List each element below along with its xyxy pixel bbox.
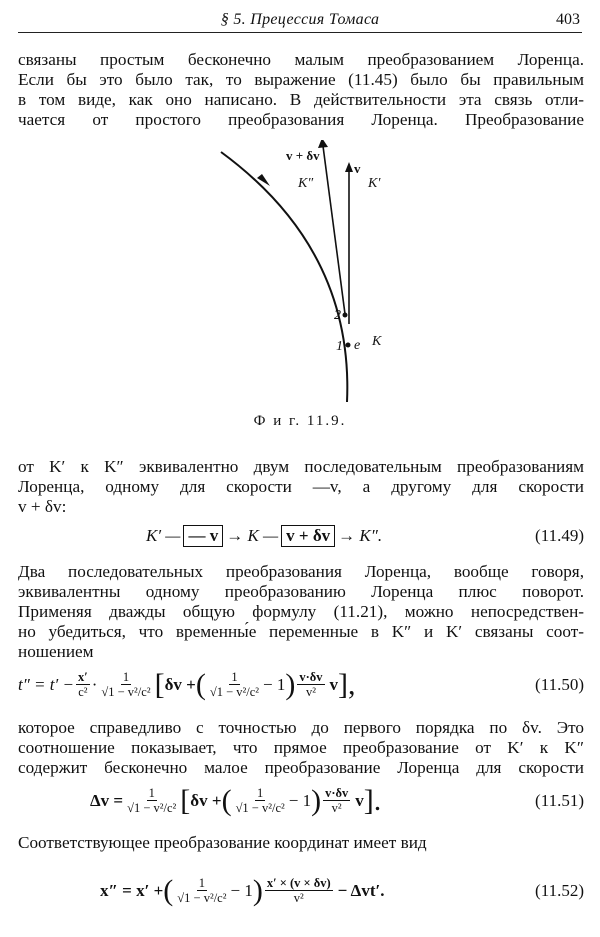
figure-caption: Ф и г. 11.9. bbox=[253, 413, 347, 429]
paren: ) bbox=[252, 874, 263, 907]
eq-text: K′ — bbox=[146, 526, 181, 545]
text-line: связаны простым бесконечно малым преобразованием Лоренца. bbox=[18, 50, 584, 69]
fraction: $\frac{x'}{\text{c²}}$ bbox=[77, 670, 88, 699]
eq-text: δv + bbox=[164, 675, 196, 694]
fraction: $\frac{1}{\text{√1 − v²/c²}}$ bbox=[235, 786, 285, 815]
section-title: § 5. Прецессия Томаса bbox=[220, 11, 380, 28]
eq-text: − 1 bbox=[230, 881, 253, 900]
eq-text: v bbox=[329, 675, 339, 694]
equation-number: (11.51) bbox=[535, 791, 584, 810]
text-line: Соответствующее преобразование координат имеет вид bbox=[18, 833, 427, 852]
point-1 bbox=[346, 343, 351, 348]
equation-11-50 bbox=[18, 664, 584, 706]
fraction: $\frac{1}{\text{√1 − v²/c²}}$ bbox=[101, 670, 151, 699]
paren: ( bbox=[221, 784, 232, 817]
equation-11-51 bbox=[18, 780, 584, 822]
text-line: от K′ к K″ эквивалентно двум последовательным преобразованиям bbox=[18, 457, 584, 476]
paren: ) bbox=[311, 784, 322, 817]
paragraph-1 bbox=[18, 50, 584, 130]
eq-text: − Δvt′. bbox=[337, 881, 385, 900]
page-number: 403 bbox=[556, 11, 580, 28]
fraction: $\frac{x' \times (v \times \delta v)}{\text{v²}}$ bbox=[266, 876, 331, 905]
label-v: v bbox=[354, 161, 361, 176]
text-line: Два последовательных преобразования Лоренца, вообще говоря, bbox=[18, 562, 584, 581]
eq-text: − 1 bbox=[263, 675, 286, 694]
bracket: ], bbox=[338, 668, 356, 701]
equation-number: (11.52) bbox=[535, 881, 584, 900]
eq-text: δv + bbox=[190, 791, 222, 810]
figure-11-9 bbox=[0, 140, 600, 440]
point-2 bbox=[343, 313, 348, 318]
label-e: e bbox=[354, 338, 361, 353]
label-point-1: 1 bbox=[336, 339, 343, 354]
eq-text: Δv = bbox=[90, 791, 124, 810]
text-line: эквивалентны одному преобразованию Лоренца плюс поворот. bbox=[18, 582, 584, 601]
paragraph-2 bbox=[18, 457, 584, 517]
bracket: ]. bbox=[363, 784, 382, 817]
text-line: чается от простого преобразования Лоренца. Преобразование bbox=[18, 110, 584, 129]
vector-v-plus-dv-arrowhead-icon bbox=[318, 140, 328, 148]
fraction: $\frac{1}{\text{√1 − v²/c²}}$ bbox=[127, 786, 177, 815]
running-header bbox=[18, 8, 582, 33]
text-line: в том виде, как оно написано. В действительности эта связь отли- bbox=[18, 90, 584, 109]
text-line: v + δv: bbox=[18, 497, 67, 516]
text-line: соотношение показывает, что прямое преобразование от K′ к K″ bbox=[18, 738, 584, 757]
text-line: Если бы это было так, то выражение (11.45) было бы правильным bbox=[18, 70, 584, 89]
text-line: ношением bbox=[18, 642, 94, 661]
label-k-prime: K′ bbox=[368, 176, 381, 191]
paragraph-5 bbox=[18, 833, 584, 853]
equation-11-49 bbox=[18, 518, 584, 554]
eq-text: → K″. bbox=[338, 526, 383, 545]
vector-v-plus-dv bbox=[323, 146, 345, 314]
boxed-operator-minus-v: — v bbox=[183, 525, 223, 547]
fraction: $\frac{v\cdot\delta v}{\text{v²}}$ bbox=[325, 786, 349, 815]
bracket: [ bbox=[180, 784, 191, 817]
bracket: [ bbox=[154, 668, 165, 701]
equation-number: (11.49) bbox=[535, 526, 584, 545]
vector-v-arrowhead-icon bbox=[345, 162, 353, 172]
fraction: $\frac{1}{\text{√1 − v²/c²}}$ bbox=[209, 670, 260, 699]
eq-text: x″ = x′ + bbox=[100, 881, 164, 900]
equation-11-52 bbox=[18, 868, 584, 914]
paren: ( bbox=[163, 874, 174, 907]
eq-text: → K — bbox=[226, 526, 279, 545]
label-k-double-prime: K″ bbox=[298, 176, 314, 191]
equation-number: (11.50) bbox=[535, 675, 584, 694]
label-k: K bbox=[372, 334, 382, 349]
eq-text: t″ = t′ − bbox=[18, 675, 74, 694]
label-point-2: 2 bbox=[334, 308, 341, 323]
boxed-operator-v-plus-dv: v + δv bbox=[281, 525, 335, 547]
label-v-plus-dv: v + δv bbox=[286, 148, 320, 163]
text-line: содержит бесконечно малое преобразование Лоренца для скорости bbox=[18, 758, 584, 777]
text-line: Лоренца, одному для скорости —v, а другому для скорости bbox=[18, 477, 584, 496]
paren: ) bbox=[285, 668, 296, 701]
fraction: $\frac{1}{\text{√1 − v²/c²}}$ bbox=[177, 876, 227, 905]
text-line: но убедиться, что временны́е переменные в K″ и K′ связаны соот- bbox=[18, 622, 584, 641]
text-line: которое справедливо с точностью до первого порядка по δv. Это bbox=[18, 718, 584, 737]
eq-text: · bbox=[91, 675, 98, 694]
paragraph-3 bbox=[18, 562, 584, 662]
text-line: Применяя дважды общую формулу (11.21), можно непосредствен- bbox=[18, 602, 584, 621]
paragraph-4 bbox=[18, 718, 584, 778]
eq-text: v bbox=[355, 791, 364, 810]
eq-text: − 1 bbox=[288, 791, 312, 810]
fraction: $\frac{v\cdot\delta v}{\text{v²}}$ bbox=[299, 670, 323, 699]
paren: ( bbox=[195, 668, 206, 701]
